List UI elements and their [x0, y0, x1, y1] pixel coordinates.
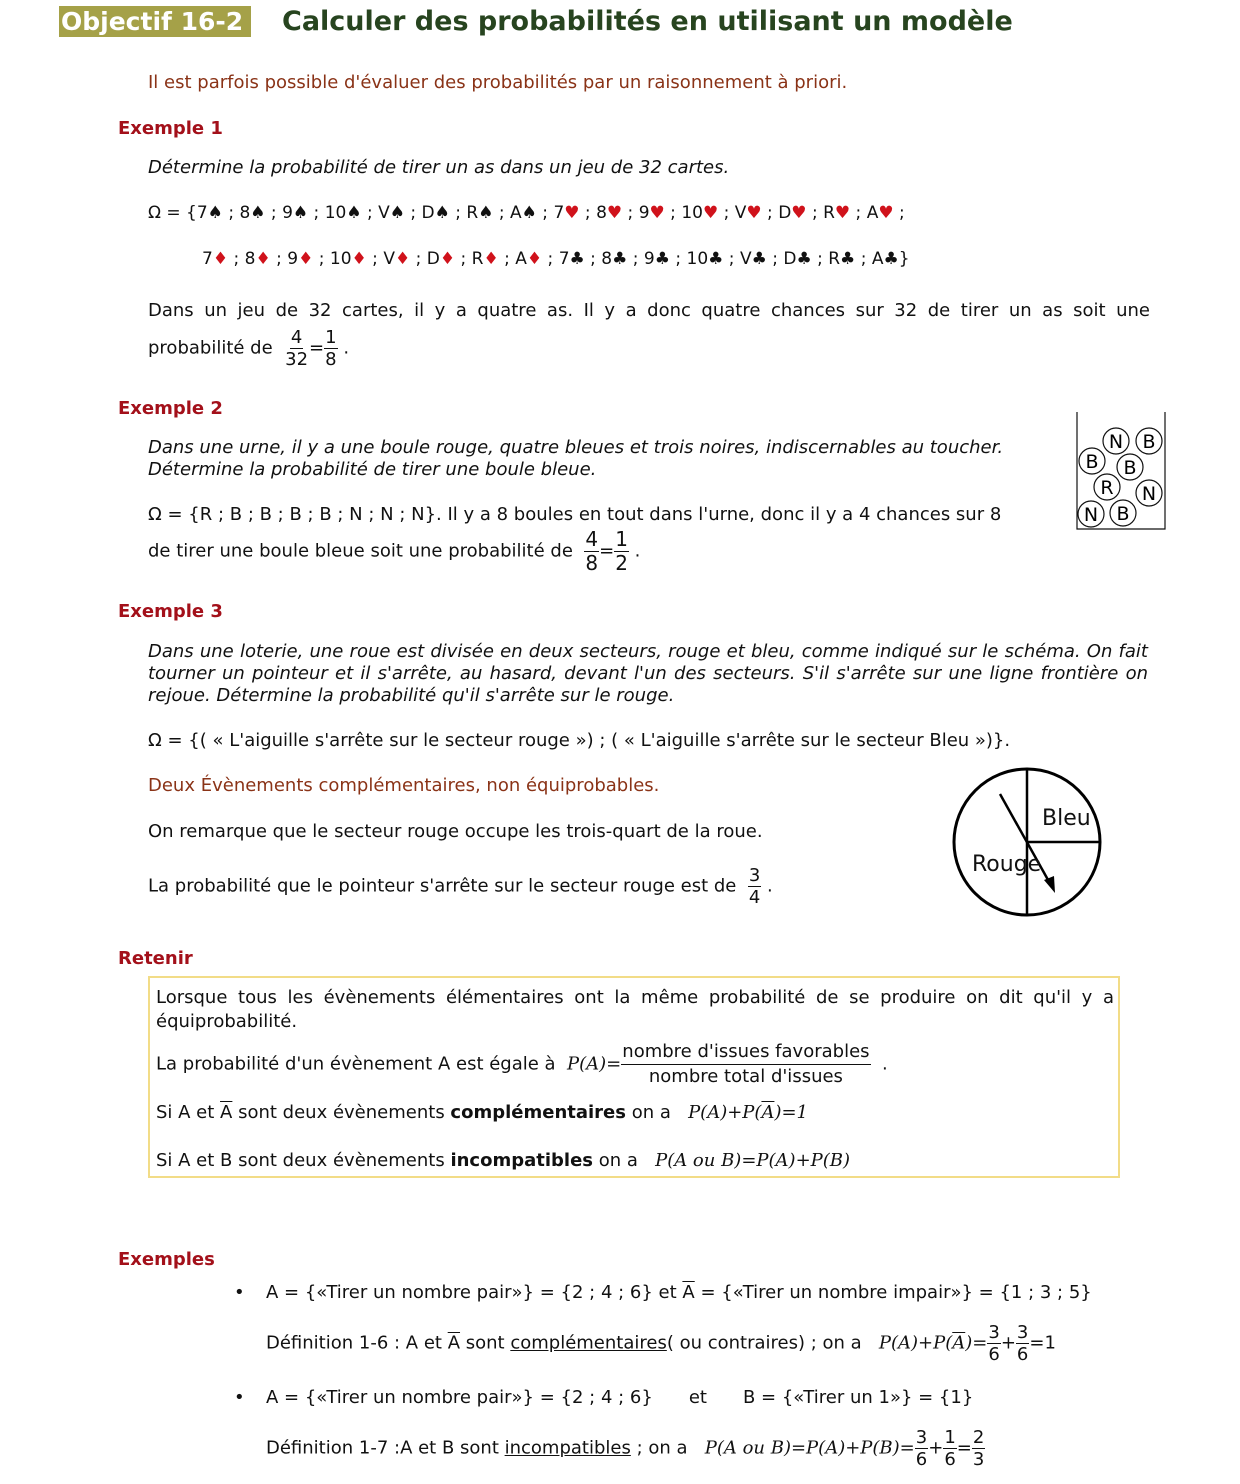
urn-ball-label: R: [1100, 477, 1114, 499]
retenir-incompatible: Si A et B sont deux évènements incompatibles on a P(A ou B)=P(A)+P(B): [156, 1150, 851, 1171]
card: R♣: [828, 249, 856, 269]
example-1-question: Détermine la probabilité de tirer un as dans un jeu de 32 cartes.: [148, 157, 730, 178]
suit-symbol: ♦: [439, 249, 456, 269]
card: D♥: [778, 203, 807, 223]
card: V♦: [383, 249, 411, 269]
fraction: $\frac{3}{6}$: [988, 1322, 1000, 1365]
suit-symbol: ♥: [606, 203, 623, 223]
card: D♠: [421, 203, 450, 223]
example-3-heading: Exemple 3: [118, 601, 223, 622]
suit-symbol: ♦: [212, 249, 229, 269]
example-3-probability: La probabilité que le pointeur s'arrête sur le secteur rouge est de $\frac{3}{4}$ .: [148, 865, 773, 908]
card: 10♠: [324, 203, 362, 223]
card: R♥: [823, 203, 851, 223]
urn-balls: [1078, 428, 1162, 527]
exemples-heading: Exemples: [118, 1249, 215, 1270]
wheel-label-blue: Bleu: [1042, 806, 1091, 831]
objective-badge: Objectif 16-2: [59, 6, 251, 37]
example-3-events: Deux Évènements complémentaires, non équiprobables.: [148, 775, 660, 796]
urn-ball-label: N: [1141, 483, 1157, 505]
example-2-answer-line-2: de tirer une boule bleue soit une probabilité de $\frac{4}{8}$ = $\frac{1}{2}$ .: [148, 527, 641, 575]
exemples-item-2: A = {«Tirer un nombre pair»} = {2 ; 4 ; 6} et B = {«Tirer un 1»} = {1}: [266, 1387, 974, 1408]
example-1-omega-line-2: 7♦ ; 8♦ ; 9♦ ; 10♦ ; V♦ ; D♦ ; R♦ ; A♦ ; 7♣ ; 8♣ ; 9♣ ; 10♣ ; V♣ ; D♣ ; R♣ ; A♣}: [202, 249, 910, 269]
example-1-answer-line: Dans un jeu de 32 cartes, il y a quatre as. Il y a donc quatre chances sur 32 de tirer un as soit une: [148, 300, 1150, 321]
example-1-answer: [148, 294, 1150, 370]
urn-ball-label: B: [1116, 503, 1130, 525]
card: 8♠: [239, 203, 266, 223]
urn-ball-label: B: [1085, 451, 1099, 473]
card: 8♦: [244, 249, 271, 269]
suit-symbol: ♦: [351, 249, 367, 269]
card: A♦: [515, 249, 543, 269]
urn-ball-label: B: [1142, 431, 1156, 453]
retenir-probability-formula: La probabilité d'un évènement A est égale à P(A)= $\frac{\text{nombre d'issues favorables}}{\text{nombre total d'issues}}$ .: [156, 1041, 888, 1087]
wheel-label-red: Rouge: [972, 852, 1042, 877]
fraction: $\frac{3}{6}$: [915, 1427, 928, 1470]
suit-symbol: ♦: [255, 249, 271, 269]
fraction: $\frac{2}{3}$: [972, 1427, 985, 1470]
fraction: $\frac{\text{nombre d'issues favorables}}{\text{nombre total d'issues}}$: [622, 1041, 870, 1087]
card: 7♠: [196, 203, 223, 223]
card-group: 7♠ ; 8♠ ; 9♠ ; 10♠ ; V♠ ; D♠ ; R♠ ; A♠: [196, 203, 537, 223]
suit-symbol: ♥: [834, 203, 851, 223]
retenir-box: [148, 976, 1120, 1178]
card: D♦: [426, 249, 456, 269]
page-title: Calculer des probabilités en utilisant un modèle: [282, 6, 1013, 37]
card-group: 7♣ ; 8♣ ; 9♣ ; 10♣ ; V♣ ; D♣ ; R♣ ; A♣: [558, 249, 899, 269]
fraction: $\frac{4}{8}$: [585, 527, 599, 575]
intro-text: Il est parfois possible d'évaluer des probabilités par un raisonnement à priori.: [148, 72, 848, 93]
retenir-complementary: Si A et $\overline{A}$ sont deux évènements complémentaires on a $P(A)+P(\overline{A})=1$: [156, 1102, 808, 1123]
card: 8♥: [596, 203, 623, 223]
urn-diagram: [1072, 408, 1170, 534]
card: 10♣: [686, 249, 724, 269]
fraction: $\frac{4}{32}$: [285, 327, 309, 370]
fraction: $\frac{3}{4}$: [748, 865, 761, 908]
card: 9♦: [287, 249, 314, 269]
example-1-heading: Exemple 1: [118, 118, 223, 139]
suit-symbol: ♥: [746, 203, 762, 223]
bullet: •: [234, 1282, 245, 1303]
suit-symbol: ♥: [564, 203, 580, 223]
suit-symbol: ♦: [298, 249, 314, 269]
suit-symbol: ♥: [791, 203, 807, 223]
card: A♣: [871, 249, 899, 269]
fraction: $\frac{1}{6}$: [944, 1427, 956, 1470]
example-1-omega-line-1: Ω = {7♠ ; 8♠ ; 9♠ ; 10♠ ; V♠ ; D♠ ; R♠ ; A♠ ; 7♥ ; 8♥ ; 9♥ ; 10♥ ; V♥ ; D♥ ; R♥ ; A♥ ;: [148, 203, 905, 223]
example-2-answer-line-1: Ω = {R ; B ; B ; B ; B ; N ; N ; N}. Il y a 8 boules en tout dans l'urne, donc il y a 4 chances sur 8: [148, 504, 1002, 525]
example-3-omega: Ω = {( « L'aiguille s'arrête sur le secteur rouge ») ; ( « L'aiguille s'arrête sur le secteur Bleu »)}.: [148, 730, 1011, 751]
suit-symbol: ♥: [702, 203, 719, 223]
example-2-question: Dans une urne, il y a une boule rouge, quatre bleues et trois noires, indiscernables au toucher. Détermine la probabilité de tirer une boule bleue.: [148, 437, 1004, 480]
card-group: 7♥ ; 8♥ ; 9♥ ; 10♥ ; V♥ ; D♥ ; R♥ ; A♥: [553, 203, 894, 223]
card-group: 7♦ ; 8♦ ; 9♦ ; 10♦ ; V♦ ; D♦ ; R♦ ; A♦: [202, 249, 543, 269]
card: D♣: [783, 249, 812, 269]
exemples-item-1: A = {«Tirer un nombre pair»} = {2 ; 4 ; 6} et $\overline{A}$ = {«Tirer un nombre impair»} = {1 ; 3 ; 5}: [266, 1282, 1092, 1303]
card: 7♥: [553, 203, 580, 223]
suit-symbol: ♦: [394, 249, 411, 269]
card: 7♦: [202, 249, 229, 269]
card: R♦: [471, 249, 499, 269]
card: V♠: [378, 203, 405, 223]
exemples-definition-2: Définition 1-7 :A et B sont incompatibles ; on a P(A ou B)=P(A)+P(B)= $\frac{3}{6}$ + $\frac{1}{6}$ = $\frac{2}{3}$: [266, 1427, 985, 1470]
card: 9♣: [643, 249, 670, 269]
fraction: $\frac{1}{8}$: [325, 327, 337, 370]
wheel-diagram: [948, 763, 1106, 921]
fraction: $\frac{1}{2}$: [615, 527, 628, 575]
suit-symbol: ♦: [483, 249, 499, 269]
suit-symbol: ♥: [878, 203, 894, 223]
card: 9♠: [282, 203, 309, 223]
card: V♣: [739, 249, 767, 269]
card: A♥: [866, 203, 894, 223]
retenir-equiprobability: Lorsque tous les évènements élémentaires ont la même probabilité de se produire on dit qu'il y a équiprobabilité.: [156, 987, 1114, 1032]
suit-symbol: ♦: [526, 249, 543, 269]
retenir-heading: Retenir: [118, 948, 193, 969]
bullet: •: [234, 1387, 245, 1408]
exemples-definition-1: Définition 1-6 : A et $\overline{A}$ sont complémentaires( ou contraires) ; on a $P(A)+P(\overline{A})=$ $\frac{3}{6}$ + $\frac{3}{6}$ =1: [266, 1322, 1056, 1365]
example-2-heading: Exemple 2: [118, 398, 223, 419]
example-1-answer-line: probabilité de $\frac{4}{32}$ = $\frac{1}{8}$ .: [148, 327, 350, 370]
card: V♥: [734, 203, 762, 223]
card: 8♣: [601, 249, 628, 269]
example-3-remark: On remarque que le secteur rouge occupe les trois-quart de la roue.: [148, 821, 763, 842]
card: 9♥: [638, 203, 665, 223]
card: A♠: [510, 203, 537, 223]
urn-ball-label: N: [1083, 504, 1099, 526]
card: R♠: [466, 203, 494, 223]
example-3-question: Dans une loterie, une roue est divisée en deux secteurs, rouge et bleu, comme indiqué sur le schéma. On fait tourner un pointeur et il s'arrête, au hasard, devant l'un des secteurs. S'il s'arrête sur une ligne frontière on rejoue. Détermine la probabilité qu'il s'arrête sur le rouge.: [148, 641, 1148, 706]
urn-ball-label: B: [1123, 457, 1137, 479]
suit-symbol: ♥: [649, 203, 665, 223]
card: 10♥: [681, 203, 719, 223]
fraction: $\frac{3}{6}$: [1016, 1322, 1029, 1365]
card: 10♦: [329, 249, 367, 269]
urn-ball-label: N: [1108, 431, 1124, 453]
card: 7♣: [558, 249, 585, 269]
